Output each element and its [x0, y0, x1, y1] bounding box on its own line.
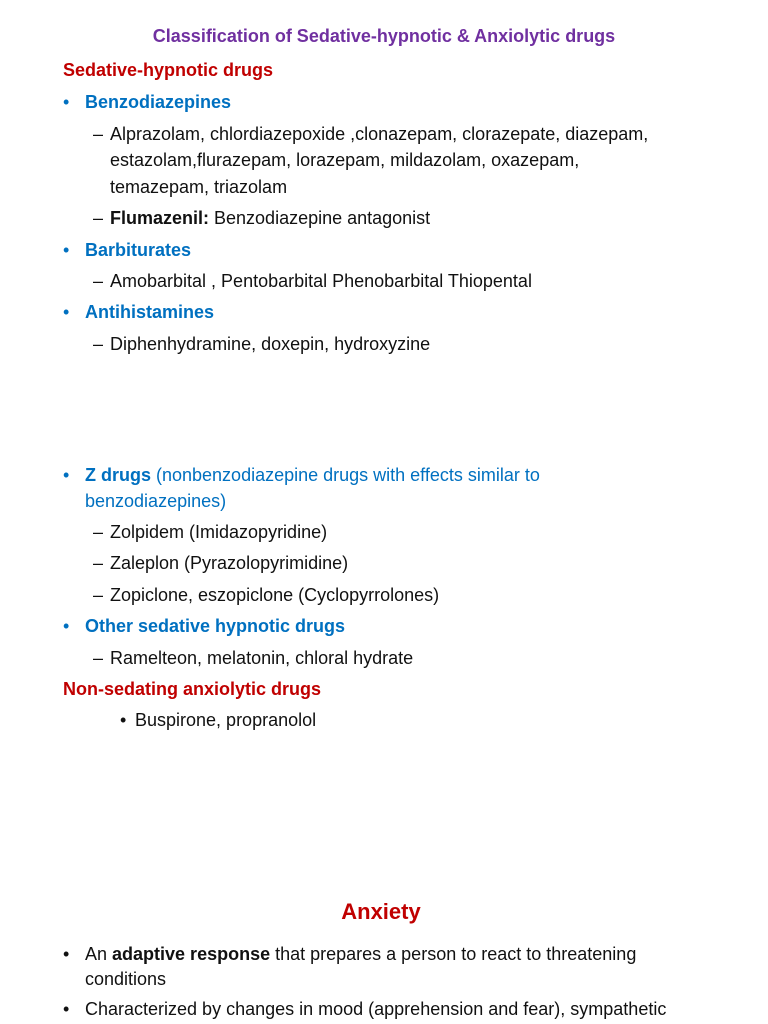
dash-icon: –	[93, 522, 104, 542]
list-item: – Zolpidem (Imidazopyridine)	[93, 522, 328, 542]
category-barbiturates: • Barbiturates	[63, 240, 192, 260]
category-antihistamines: • Antihistamines	[63, 302, 215, 322]
dash-icon: –	[93, 648, 104, 668]
bullet-icon: •	[63, 302, 70, 322]
category-z-drugs: • Z drugs (nonbenzodiazepine drugs with effects similar to	[63, 465, 540, 485]
anxiety-bullet-2: • Characterized by changes in mood (apprehension and fear), sympathetic	[63, 999, 667, 1019]
bullet-icon: •	[63, 999, 70, 1019]
bullet-icon: •	[63, 240, 70, 260]
anxiety-title: Anxiety	[341, 899, 421, 924]
list-item-flumazenil: – Flumazenil: Benzodiazepine antagonist	[93, 208, 431, 228]
bullet-icon: •	[63, 92, 70, 112]
dash-icon: –	[93, 124, 104, 144]
anxiety-bullet-1: • An adaptive response that prepares a person to react to threatening	[63, 944, 637, 964]
category-z-drugs-continuation: benzodiazepines)	[85, 491, 227, 511]
dash-icon: –	[93, 334, 104, 354]
list-item: – Zaleplon (Pyrazolopyrimidine)	[93, 553, 349, 573]
section-heading-sedative: Sedative-hypnotic drugs	[63, 60, 274, 80]
dash-icon: –	[93, 553, 104, 573]
list-item: – Amobarbital , Pentobarbital Phenobarbital Thiopental	[93, 271, 532, 291]
list-item: • Buspirone, propranolol	[120, 710, 317, 730]
bullet-icon: •	[63, 465, 70, 485]
bullet-icon: •	[63, 944, 70, 964]
list-item-continuation: estazolam,flurazepam, lorazepam, mildazolam, oxazepam,	[110, 150, 580, 170]
list-item: – Ramelteon, melatonin, chloral hydrate	[93, 648, 414, 668]
bullet-icon: •	[120, 710, 127, 730]
dash-icon: –	[93, 208, 104, 228]
dash-icon: –	[93, 585, 104, 605]
category-other-sedative: • Other sedative hypnotic drugs	[63, 616, 346, 636]
list-item-continuation: temazepam, triazolam	[110, 177, 288, 197]
bullet-icon: •	[63, 616, 70, 636]
list-item: – Alprazolam, chlordiazepoxide ,clonazepam, clorazepate, diazepam,	[93, 124, 649, 144]
anxiety-bullet-1-continuation: conditions	[85, 969, 167, 989]
section-heading-non-sedating: Non-sedating anxiolytic drugs	[63, 679, 322, 699]
category-benzodiazepines: • Benzodiazepines	[63, 92, 232, 112]
dash-icon: –	[93, 271, 104, 291]
page-title: Classification of Sedative-hypnotic & Anxiolytic drugs	[152, 26, 616, 46]
list-item: – Zopiclone, eszopiclone (Cyclopyrrolones)	[93, 585, 440, 605]
list-item: – Diphenhydramine, doxepin, hydroxyzine	[93, 334, 431, 354]
